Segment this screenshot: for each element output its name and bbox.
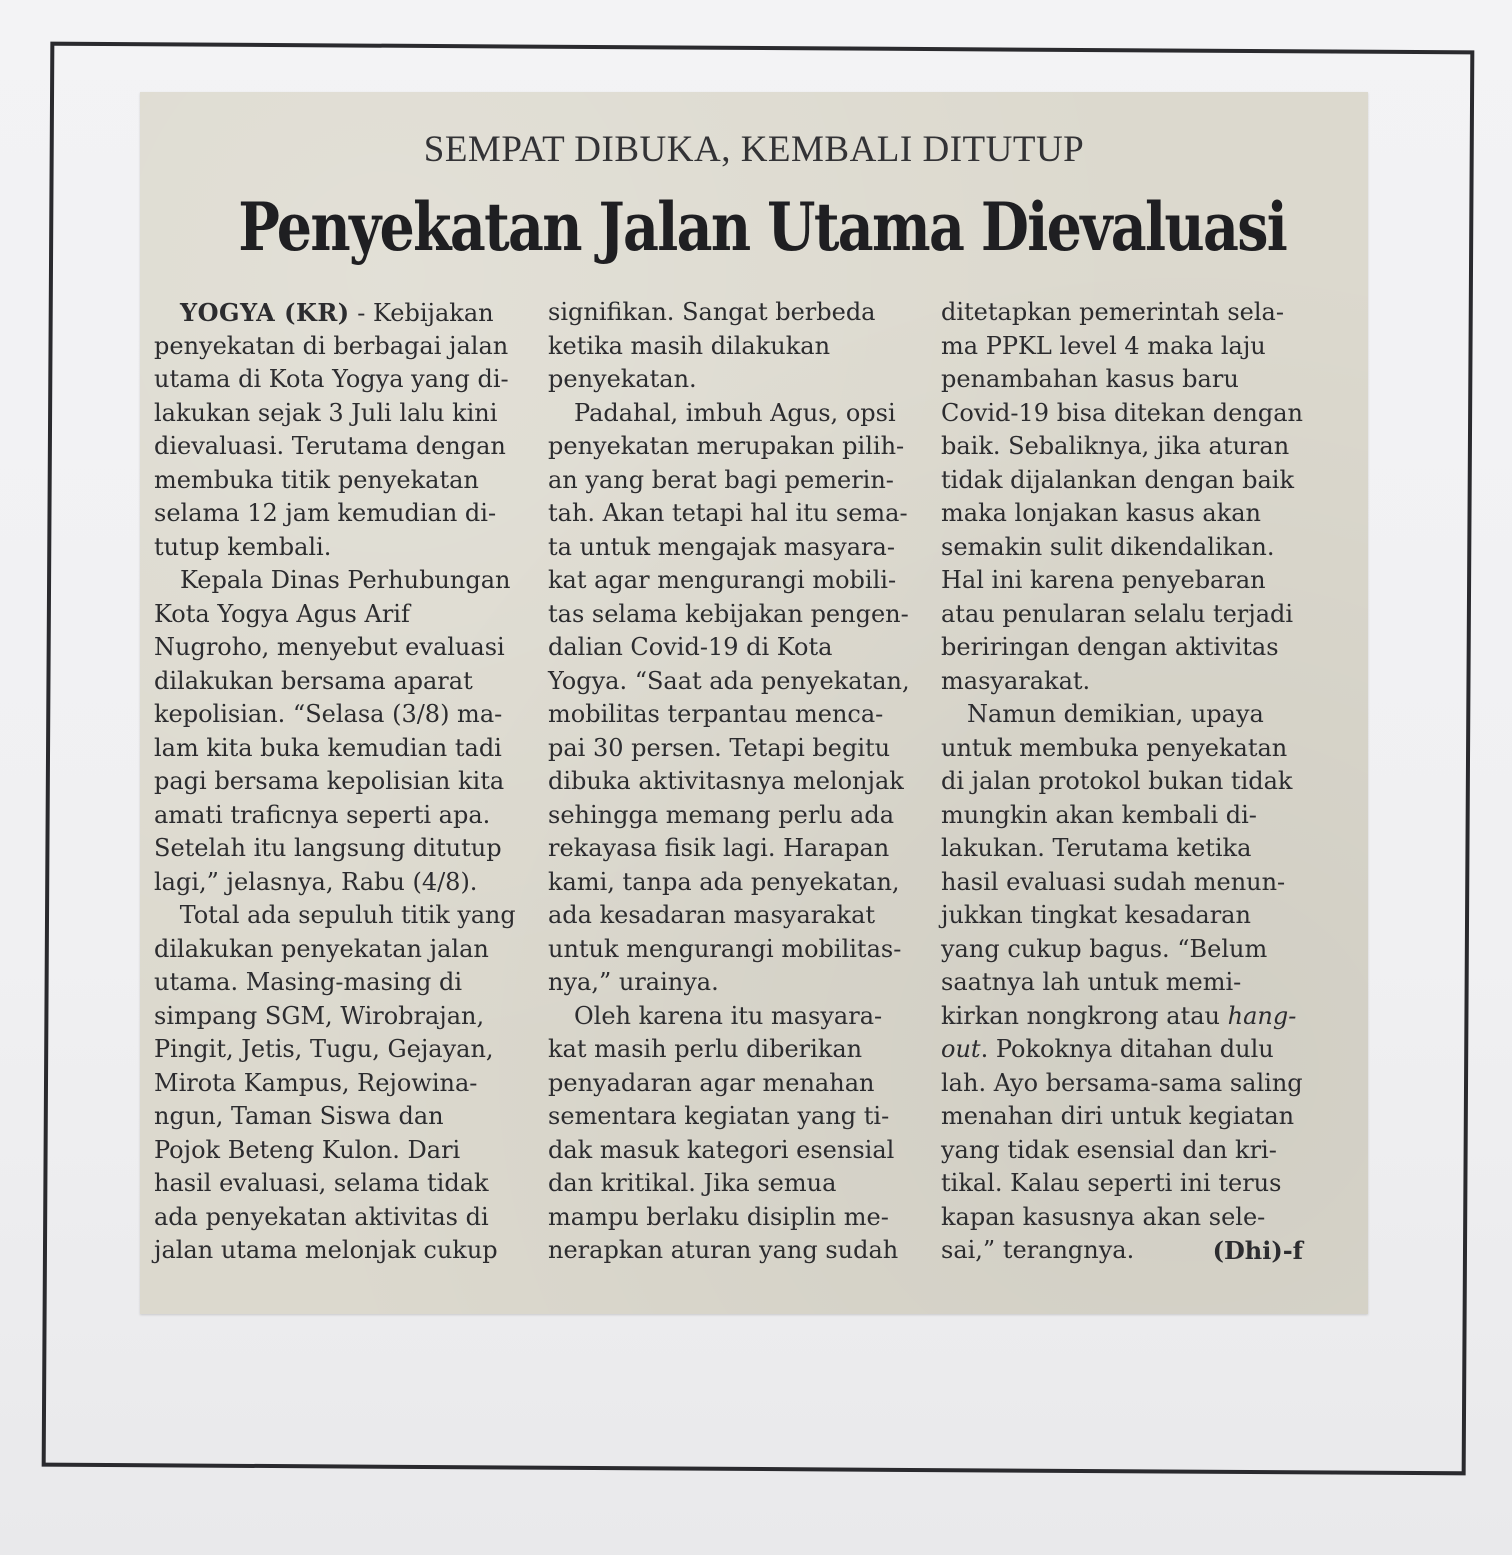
article-line: dilakukan bersama aparat [154, 666, 473, 695]
article-line: tas selama kebijakan pengen- [548, 599, 909, 628]
article-line: ngun, Taman Siswa dan [154, 1102, 444, 1130]
article-line: pai 30 persen. Tetapi begitu [548, 733, 891, 762]
article-line: atau penularan selalu terjadi [941, 599, 1294, 628]
article-line: dibuka aktivitasnya melonjak [548, 767, 904, 795]
article-line: tikal. Kalau seperti ini terus [941, 1169, 1282, 1197]
article-line: kapan kasusnya akan sele- [941, 1202, 1266, 1231]
article-line: tah. Akan tetapi hal itu sema- [548, 499, 908, 527]
article-line: tutup kembali. [154, 532, 332, 561]
article-line: ada kesadaran masyarakat [548, 901, 876, 929]
article-line: sai,” terangnya. (Dhi)-f [941, 1234, 1303, 1268]
article-line: dievaluasi. Terutama dengan [154, 432, 506, 460]
article-line: Mirota Kampus, Rejowina- [154, 1068, 478, 1097]
article-line: kirkan nongkrong atau hang- [941, 1001, 1297, 1030]
article-line: saatnya lah untuk memi- [941, 968, 1242, 996]
article-line: Namun demikian, upaya [967, 700, 1264, 728]
article-line: penambahan kasus baru [941, 365, 1239, 393]
article-kicker: SEMPAT DIBUKA, KEMBALI DITUTUP [423, 129, 1085, 170]
article-line: lah. Ayo bersama-sama saling [941, 1068, 1303, 1097]
article-line: Yogya. “Saat ada penyekatan, [548, 666, 910, 695]
article-line: beriringan dengan aktivitas [941, 633, 1279, 661]
article-line: jalan utama melonjak cukup [154, 1236, 498, 1264]
article-line: Oleh karena itu masyara- [574, 1001, 883, 1030]
article-line: out. Pokoknya ditahan dulu [941, 1035, 1274, 1063]
article-line: tidak dijalankan dengan baik [941, 465, 1295, 494]
article-byline: (Dhi)-f [1212, 1236, 1303, 1265]
article-line: kat masih perlu diberikan [548, 1035, 863, 1063]
article-line: dak masuk kategori esensial [548, 1135, 895, 1164]
article-line: penyekatan. [548, 365, 697, 393]
article-line: lam kita buka kemudian tadi [154, 733, 502, 762]
article-line: lagi,” jelasnya, Rabu (4/8). [154, 867, 478, 896]
article-line: dalian Covid-19 di Kota [548, 633, 833, 661]
article-line: rekayasa fisik lagi. Harapan [548, 834, 890, 862]
article-line: membuka titik penyekatan [154, 465, 479, 494]
article-line: penyekatan di berbagai jalan [154, 331, 509, 360]
article-line: kepolisian. “Selasa (3/8) ma- [154, 700, 503, 728]
article-body [154, 296, 1304, 1276]
article-line: lakukan sejak 3 Juli lalu kini [154, 398, 498, 427]
article-line: semakin sulit dikendalikan. [941, 532, 1275, 561]
article-line: mobilitas terpantau menca- [548, 700, 884, 728]
article-line: untuk membuka penyekatan [941, 733, 1288, 762]
article-line: Pingit, Jetis, Tugu, Gejayan, [154, 1035, 494, 1063]
article-line: ditetapkan pemerintah sela- [941, 298, 1284, 326]
article-line: nerapkan aturan yang sudah [548, 1236, 899, 1264]
article-line: an yang berat bagi pemerin- [548, 465, 894, 494]
article-headline: Penyekatan Jalan Utama Dievaluasi [238, 188, 1287, 266]
article-line: masyarakat. [941, 666, 1091, 695]
article-line: utama di Kota Yogya yang di- [154, 365, 509, 393]
article-line: hasil evaluasi, selama tidak [154, 1169, 489, 1197]
article-column-3 [941, 296, 1303, 1268]
italic-word: hang- [1227, 1001, 1297, 1030]
article-line: lakukan. Terutama ketika [941, 834, 1252, 862]
article-line: amati traficnya seperti apa. [154, 800, 491, 829]
article-column-2 [548, 296, 910, 1268]
article-line: kami, tanpa ada penyekatan, [548, 867, 900, 896]
article-line: pagi bersama kepolisian kita [154, 767, 505, 795]
article-line: ta untuk mengajak masyara- [548, 532, 895, 561]
article-line: utama. Masing-masing di [154, 968, 463, 996]
article-line: Hal ini karena penyebaran [941, 566, 1266, 594]
article-line: Total ada sepuluh titik yang [179, 901, 516, 929]
article-line: menahan diri untuk kegiatan [941, 1102, 1295, 1130]
article-line: untuk mengurangi mobilitas- [548, 934, 902, 963]
article-line: mampu berlaku disiplin me- [548, 1202, 889, 1231]
article-line: Setelah itu langsung ditutup [154, 834, 502, 862]
article-line: hasil evaluasi sudah menun- [941, 867, 1286, 896]
article-line: kat agar mengurangi mobili- [548, 566, 897, 594]
article-line: penyadaran agar menahan [548, 1068, 875, 1097]
article-line: Covid-19 bisa ditekan dengan [941, 398, 1303, 427]
article-line: selama 12 jam kemudian di- [154, 499, 497, 527]
article-line: dilakukan penyekatan jalan [154, 934, 489, 963]
newspaper-clipping [140, 92, 1368, 1314]
article-line: sementara kegiatan yang ti- [548, 1102, 890, 1130]
article-line: di jalan protokol bukan tidak [941, 767, 1293, 795]
article-line: yang cukup bagus. “Belum [941, 934, 1268, 963]
italic-word: out [941, 1035, 981, 1063]
article-line: ketika masih dilakukan [548, 331, 831, 360]
article-line: jukkan tingkat kesadaran [941, 901, 1251, 929]
article-line: baik. Sebaliknya, jika aturan [941, 432, 1290, 460]
article-dateline: YOGYA (KR) [180, 298, 350, 327]
article-line: dan kritikal. Jika semua [548, 1169, 837, 1197]
article-line: yang tidak esensial dan kri- [941, 1135, 1277, 1164]
article-line: Kepala Dinas Perhubungan [180, 566, 511, 594]
article-line: Padahal, imbuh Agus, opsi [574, 398, 896, 427]
article-line: maka lonjakan kasus akan [941, 499, 1262, 527]
article-line: nya,” urainya. [548, 968, 719, 996]
article-line: sehingga memang perlu ada [548, 800, 895, 829]
article-line: Pojok Beteng Kulon. Dari [154, 1135, 461, 1164]
article-line: Nugroho, menyebut evaluasi [154, 633, 505, 661]
article-line: mungkin akan kembali di- [941, 800, 1257, 829]
article-column-1 [154, 296, 516, 1268]
article-line: signifikan. Sangat berbeda [548, 298, 876, 326]
article-line: YOGYA (KR) - Kebijakan [180, 298, 494, 327]
article-line: Kota Yogya Agus Arif [154, 599, 410, 628]
article-line: ada penyekatan aktivitas di [154, 1202, 489, 1231]
article-line: penyekatan merupakan pilih- [548, 432, 905, 460]
article-line: ma PPKL level 4 maka laju [941, 331, 1266, 360]
article-line: simpang SGM, Wirobrajan, [154, 1001, 485, 1030]
